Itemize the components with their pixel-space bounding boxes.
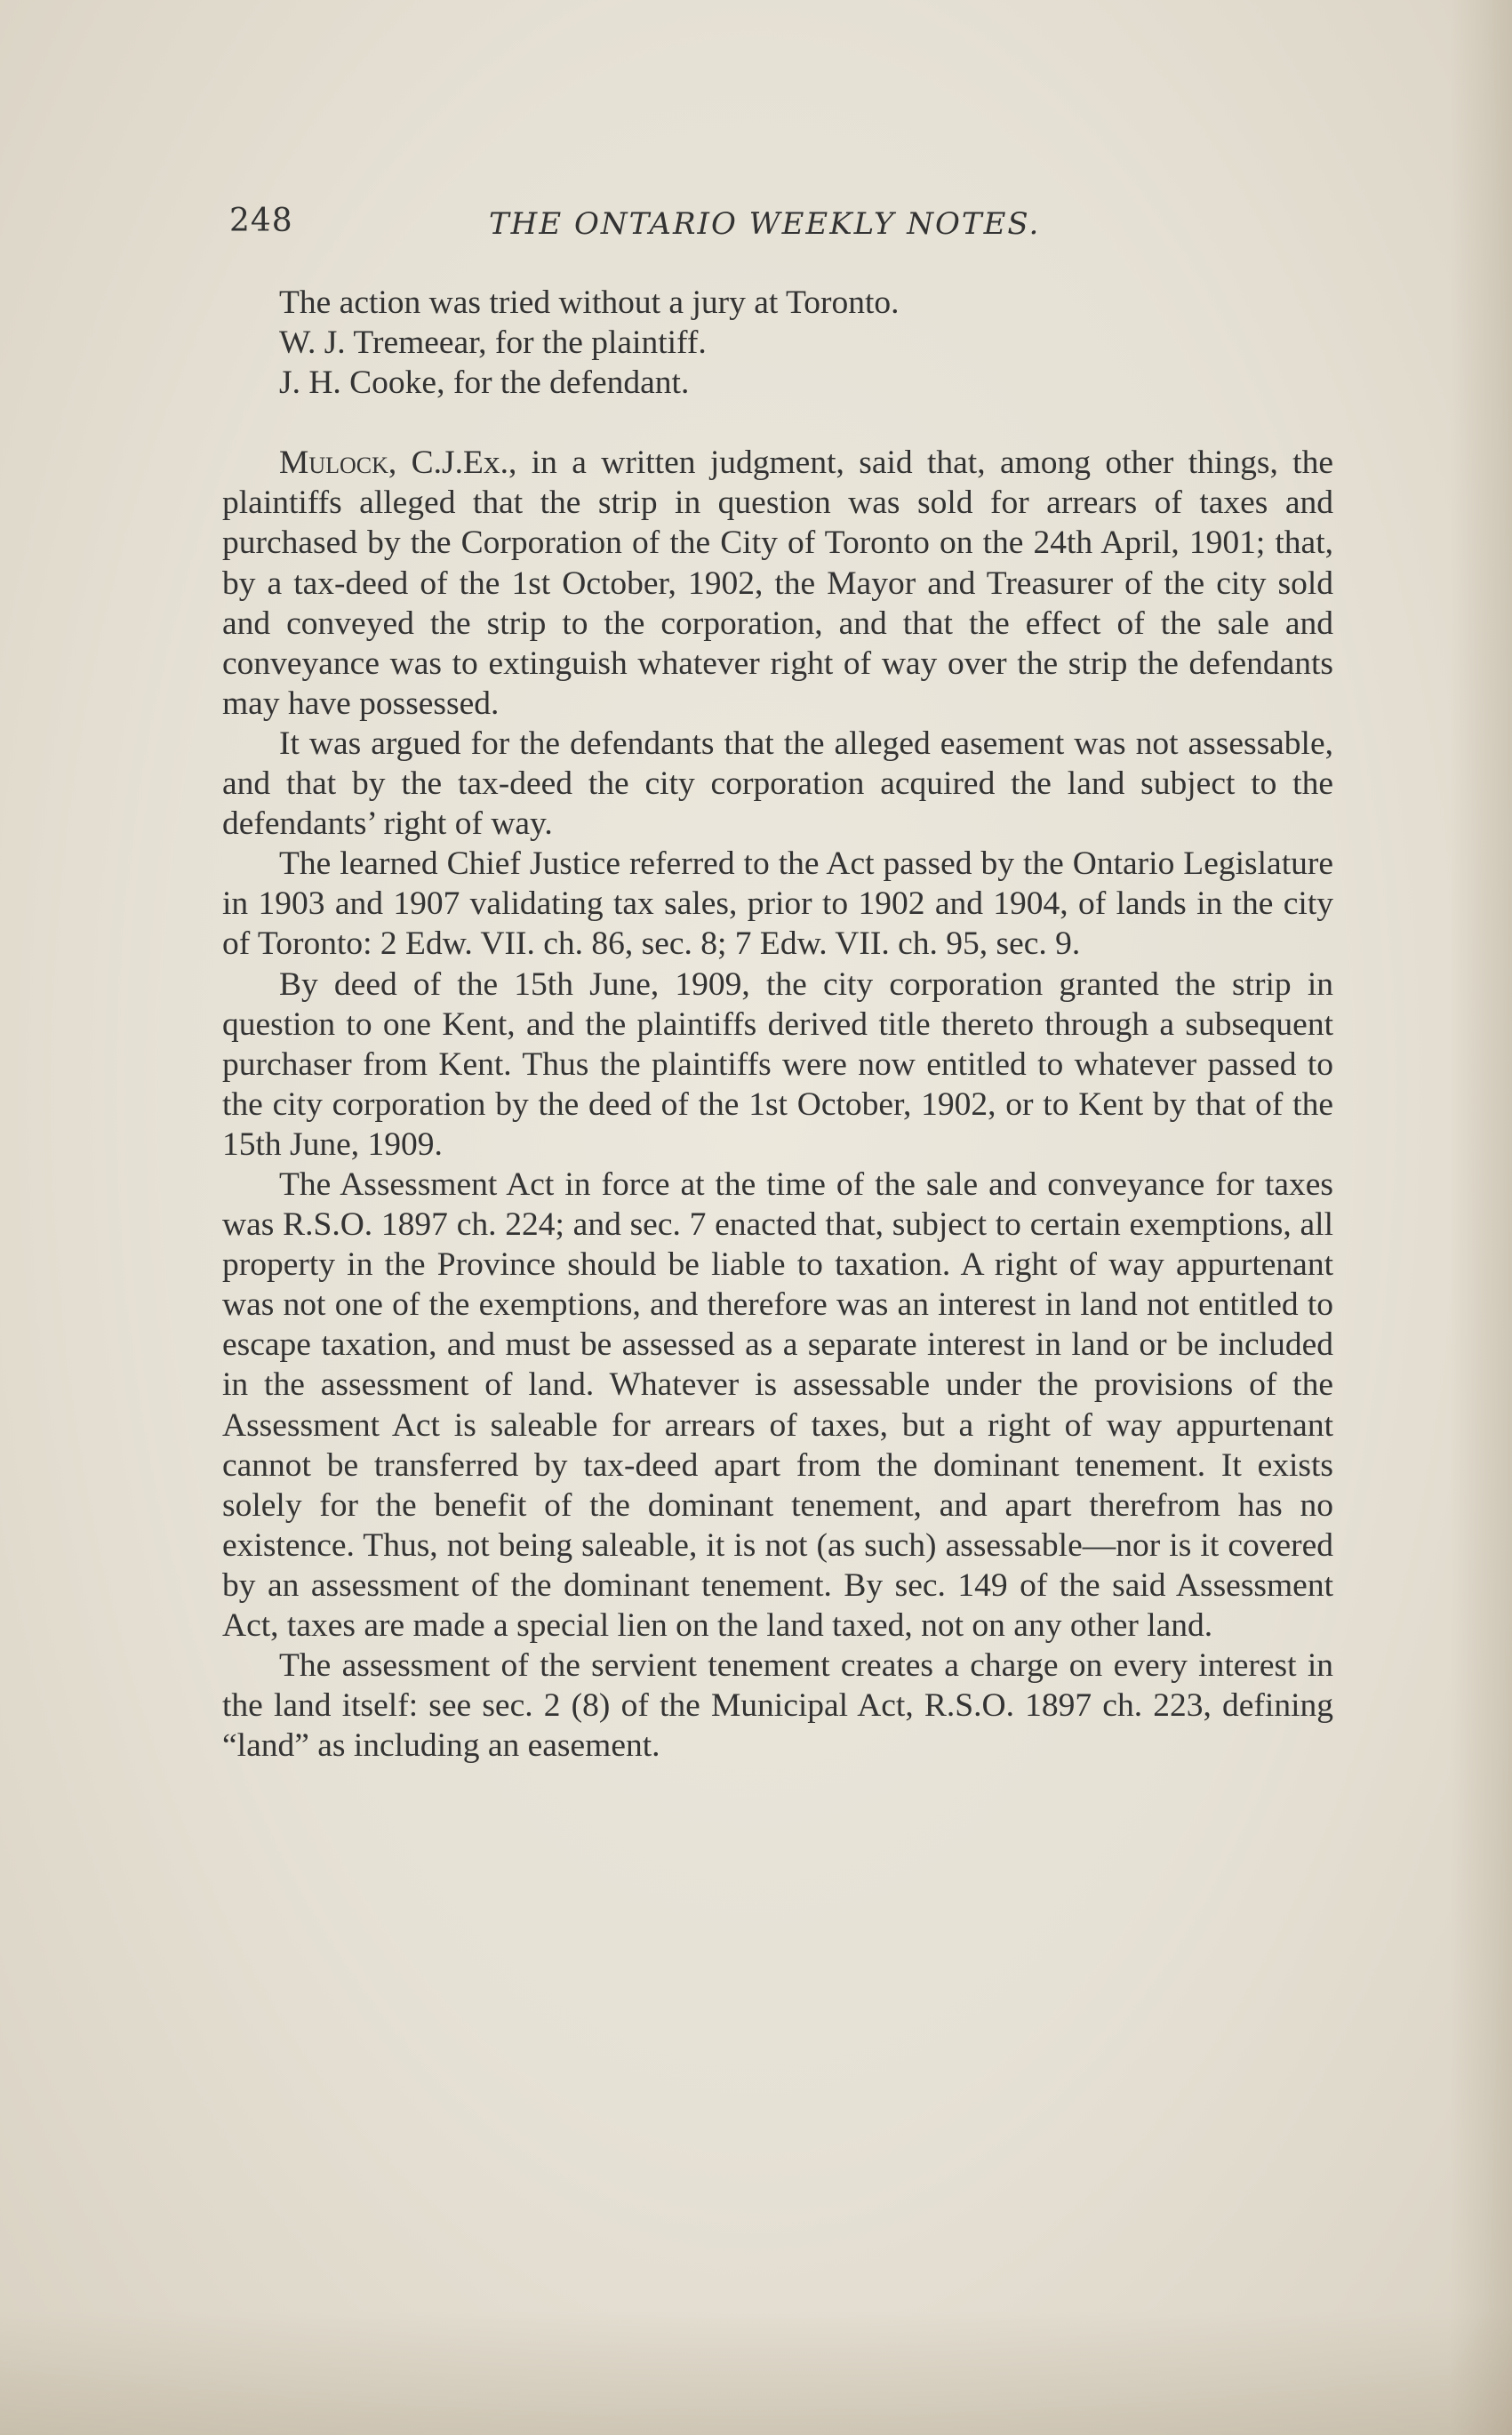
judge-name: Mulock: [279, 445, 388, 482]
assessment-act-paragraph: The Assessment Act in force at the time of the sale and conveyance for taxes was R.S.O. 1897 ch. 224; and sec. 7 enacted that, subject to certain exemptions, all property in the Province should be liable to taxation. A right of way appurtenant was not one of the exemptions, and therefore was an interest in land not entitled to escape taxation, and must be assessed as a separate interest in land or be included in the assessment of land. Whatever is assessable under the provisions of the Assessment Act is saleable for arrears of taxes, but a right of way appurtenant cannot be transferred by tax-deed apart from the dominant tenement. It exists solely for the benefit of the dominant tenement, and apart therefrom has no existence. Thus, not being saleable, it is not (as such) assessable—nor is it covered by an assessment of the dominant tenement. By sec. 149 of the said Assessment Act, taxes are made a special lien on the land taxed, not on any other land.: [222, 1165, 1333, 1644]
running-title: THE ONTARIO WEEKLY NOTES.: [489, 206, 1041, 242]
page-edge-shadow: [1450, 0, 1512, 2435]
legislation-paragraph: The learned Chief Justice referred to the Act passed by the Ontario Legislature in 1903 and 1907 validating tax sales, prior to 1902 and 1904, of lands in the city of Toronto: 2 Edw. VII. ch. 86, sec. 8; 7 Edw. VII. ch. 95, sec. 9.: [222, 845, 1333, 963]
page-number: 248: [229, 203, 293, 239]
counsel-plaintiff-line: W. J. Tremeear, for the plaintiff.: [279, 324, 707, 362]
counsel-defendant-line: J. H. Cooke, for the defendant.: [279, 364, 690, 402]
body-text: [222, 283, 1333, 1766]
judgment-paragraph-text: , C.J.Ex., in a written judgment, said that, among other things, the plaintiffs alleged that the strip in question was sold for arrears of taxes and purchased by the Corporation of the City of Toronto on the 24th April, 1901; that, by a tax-deed of the 1st October, 1902, the Mayor and Treasurer of the city sold and conveyed the strip to the corporation, and that the effect of the sale and conveyance was to extinguish whatever right of way over the strip the defendants may have possessed.: [222, 445, 1333, 722]
page-header: [229, 203, 1332, 256]
servient-tenement-paragraph: The assessment of the servient tenement creates a charge on every interest in the land itself: see sec. 2 (8) of the Municipal Act, R.S.O. 1897 ch. 223, defining “land” as including an easement.: [222, 1647, 1333, 1765]
trial-line: The action was tried without a jury at Toronto.: [279, 284, 900, 321]
deed-paragraph: By deed of the 15th June, 1909, the city corporation granted the strip in question to one Kent, and the plaintiffs derived title thereto through a subsequent purchaser from Kent. Thus the plaintiffs were now entitled to whatever passed to the city corporation by the deed of the 1st October, 1902, or to Kent by that of the 15th June, 1909.: [222, 965, 1333, 1163]
judgment-paragraph: [222, 443, 1333, 724]
easement-argument-paragraph: It was argued for the defendants that the alleged easement was not assessable, and that by the tax-deed the city corporation acquired the land subject to the defendants’ right of way.: [222, 725, 1333, 843]
page-bottom-shadow: [0, 2311, 1512, 2435]
